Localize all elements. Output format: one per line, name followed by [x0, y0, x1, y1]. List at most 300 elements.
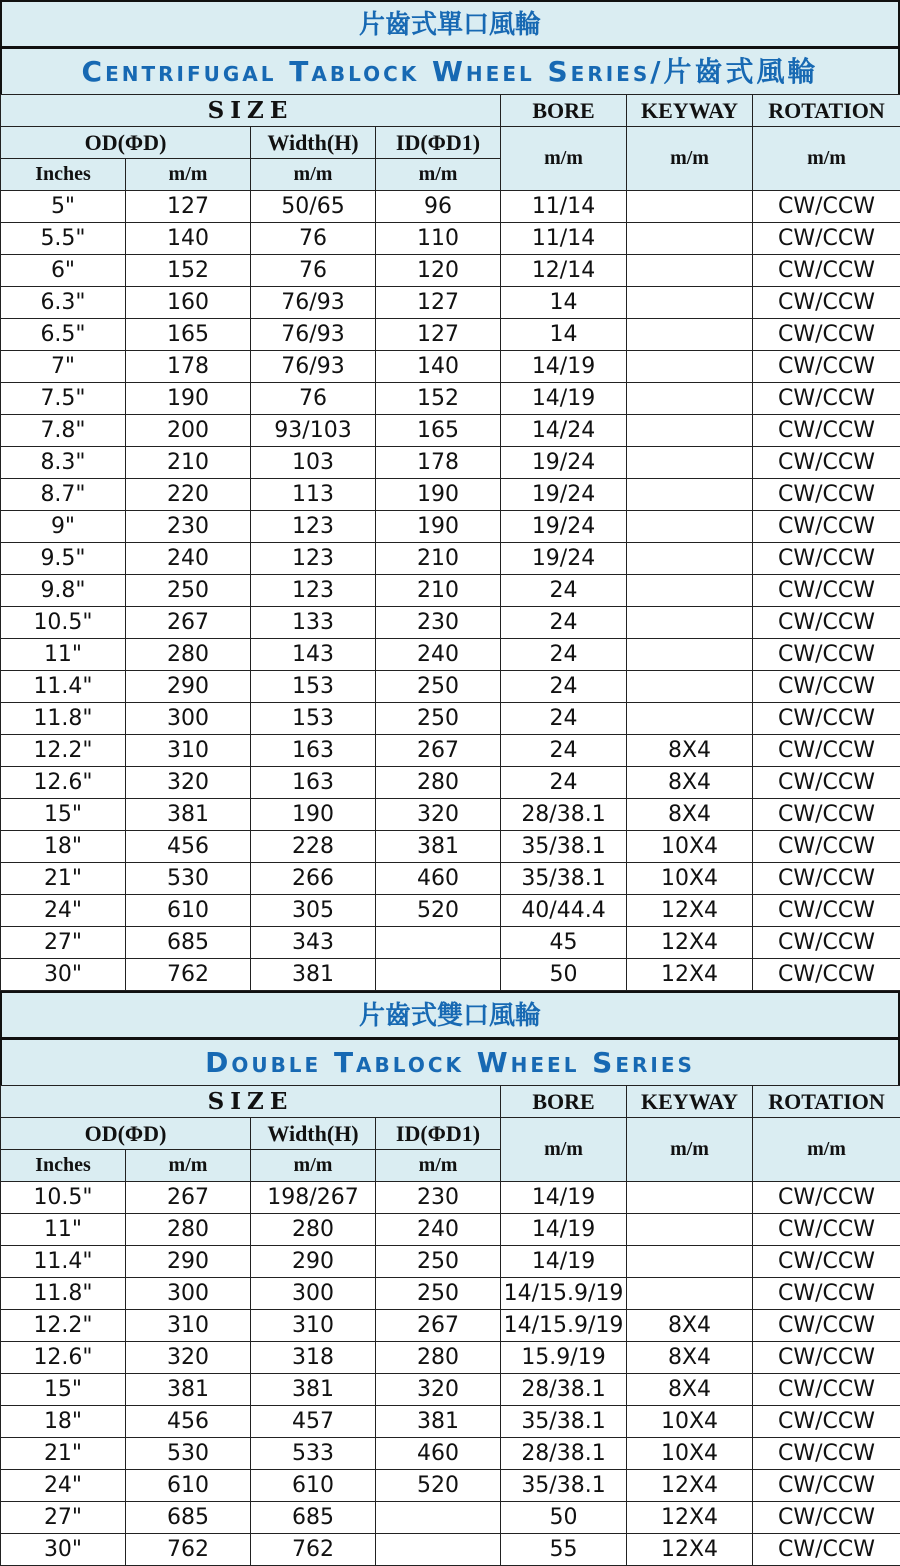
cell-keyway-mm	[627, 1278, 753, 1310]
cell-bore-mm: 24	[501, 767, 627, 799]
cell-bore-mm: 24	[501, 703, 627, 735]
cell-rotation: CW/CCW	[753, 671, 900, 703]
cell-rotation: CW/CCW	[753, 1406, 900, 1438]
cell-od-mm: 300	[126, 1278, 251, 1310]
table-row	[1, 351, 900, 383]
header-bore: BORE	[501, 1086, 627, 1118]
cell-keyway-mm: 8X4	[627, 799, 753, 831]
cell-id-mm: 127	[376, 319, 501, 351]
cell-od-inches: 9.8"	[1, 575, 126, 607]
cell-rotation: CW/CCW	[753, 319, 900, 351]
cell-od-mm: 165	[126, 319, 251, 351]
cell-rotation: CW/CCW	[753, 639, 900, 671]
cell-od-inches: 12.6"	[1, 767, 126, 799]
cell-keyway-mm: 12X4	[627, 895, 753, 927]
table-row	[1, 639, 900, 671]
cell-id-mm: 250	[376, 703, 501, 735]
cell-bore-mm: 24	[501, 735, 627, 767]
cell-rotation: CW/CCW	[753, 1182, 900, 1214]
header-keyway-unit: m/m	[627, 1118, 753, 1182]
cell-od-inches: 15"	[1, 1374, 126, 1406]
cell-bore-mm: 35/38.1	[501, 863, 627, 895]
cell-od-mm: 280	[126, 639, 251, 671]
cell-id-mm: 178	[376, 447, 501, 479]
header-width: Width(H)	[251, 1118, 376, 1150]
header-rotation: ROTATION	[753, 95, 900, 127]
header-id: ID(ΦD1)	[376, 1118, 501, 1150]
cell-keyway-mm: 12X4	[627, 927, 753, 959]
cell-width-mm: 457	[251, 1406, 376, 1438]
cell-id-mm: 520	[376, 1470, 501, 1502]
cell-width-mm: 228	[251, 831, 376, 863]
cell-od-inches: 9.5"	[1, 543, 126, 575]
cell-od-mm: 140	[126, 223, 251, 255]
header-od-mm: m/m	[126, 1150, 251, 1182]
cell-keyway-mm: 8X4	[627, 735, 753, 767]
cell-rotation: CW/CCW	[753, 1246, 900, 1278]
cell-bore-mm: 35/38.1	[501, 1470, 627, 1502]
header-keyway: KEYWAY	[627, 1086, 753, 1118]
cell-id-mm: 240	[376, 1214, 501, 1246]
cell-od-mm: 320	[126, 1342, 251, 1374]
cell-od-mm: 250	[126, 575, 251, 607]
cell-od-mm: 610	[126, 1470, 251, 1502]
cell-width-mm: 93/103	[251, 415, 376, 447]
cell-width-mm: 50/65	[251, 191, 376, 223]
cell-keyway-mm: 8X4	[627, 1342, 753, 1374]
table-row	[1, 959, 900, 991]
cell-od-mm: 190	[126, 383, 251, 415]
cell-width-mm: 190	[251, 799, 376, 831]
cell-od-inches: 24"	[1, 1470, 126, 1502]
header-bore: BORE	[501, 95, 627, 127]
cell-od-inches: 11.4"	[1, 671, 126, 703]
table-row	[1, 415, 900, 447]
cell-width-mm: 76/93	[251, 319, 376, 351]
cell-keyway-mm	[627, 1246, 753, 1278]
cell-bore-mm: 14/19	[501, 383, 627, 415]
cell-bore-mm: 14/19	[501, 1214, 627, 1246]
header-id: ID(ΦD1)	[376, 127, 501, 159]
cell-bore-mm: 19/24	[501, 511, 627, 543]
cell-rotation: CW/CCW	[753, 799, 900, 831]
cell-od-mm: 310	[126, 1310, 251, 1342]
cell-id-mm: 120	[376, 255, 501, 287]
cell-width-mm: 533	[251, 1438, 376, 1470]
cell-width-mm: 300	[251, 1278, 376, 1310]
cell-bore-mm: 24	[501, 607, 627, 639]
cell-od-inches: 7"	[1, 351, 126, 383]
cell-id-mm	[376, 1534, 501, 1566]
table-row	[1, 799, 900, 831]
cell-od-mm: 230	[126, 511, 251, 543]
cell-id-mm: 140	[376, 351, 501, 383]
header-size: SIZE	[1, 1086, 501, 1118]
cell-keyway-mm	[627, 607, 753, 639]
cell-width-mm: 310	[251, 1310, 376, 1342]
table-row	[1, 1438, 900, 1470]
table-row	[1, 543, 900, 575]
cell-od-mm: 200	[126, 415, 251, 447]
cell-bore-mm: 15.9/19	[501, 1342, 627, 1374]
cell-bore-mm: 45	[501, 927, 627, 959]
cell-rotation: CW/CCW	[753, 1278, 900, 1310]
cell-od-mm: 530	[126, 863, 251, 895]
cell-od-mm: 381	[126, 1374, 251, 1406]
cell-keyway-mm	[627, 351, 753, 383]
cell-bore-mm: 55	[501, 1534, 627, 1566]
cell-keyway-mm: 10X4	[627, 831, 753, 863]
table-row	[1, 1246, 900, 1278]
table-row	[1, 255, 900, 287]
cell-keyway-mm: 10X4	[627, 863, 753, 895]
cell-keyway-mm	[627, 415, 753, 447]
cell-rotation: CW/CCW	[753, 831, 900, 863]
cell-keyway-mm	[627, 639, 753, 671]
table-row	[1, 607, 900, 639]
cell-width-mm: 290	[251, 1246, 376, 1278]
cell-id-mm: 152	[376, 383, 501, 415]
section-title-chinese: 片齒式雙口風輪	[0, 991, 900, 1037]
cell-od-mm: 267	[126, 1182, 251, 1214]
cell-od-mm: 456	[126, 1406, 251, 1438]
cell-rotation: CW/CCW	[753, 255, 900, 287]
cell-od-mm: 300	[126, 703, 251, 735]
table-row	[1, 671, 900, 703]
cell-od-inches: 7.8"	[1, 415, 126, 447]
table-row	[1, 735, 900, 767]
header-width: Width(H)	[251, 127, 376, 159]
cell-od-inches: 6.3"	[1, 287, 126, 319]
cell-keyway-mm	[627, 383, 753, 415]
cell-od-inches: 30"	[1, 1534, 126, 1566]
cell-width-mm: 343	[251, 927, 376, 959]
cell-rotation: CW/CCW	[753, 1470, 900, 1502]
cell-rotation: CW/CCW	[753, 1310, 900, 1342]
cell-width-mm: 610	[251, 1470, 376, 1502]
table-row	[1, 927, 900, 959]
header-od: OD(ΦD)	[1, 127, 251, 159]
cell-bore-mm: 24	[501, 575, 627, 607]
cell-id-mm: 210	[376, 575, 501, 607]
cell-od-mm: 381	[126, 799, 251, 831]
cell-width-mm: 153	[251, 671, 376, 703]
table-row	[1, 895, 900, 927]
cell-width-mm: 123	[251, 575, 376, 607]
cell-id-mm: 280	[376, 767, 501, 799]
cell-od-mm: 220	[126, 479, 251, 511]
cell-width-mm: 143	[251, 639, 376, 671]
cell-width-mm: 280	[251, 1214, 376, 1246]
cell-od-inches: 9"	[1, 511, 126, 543]
cell-keyway-mm	[627, 223, 753, 255]
cell-od-mm: 762	[126, 1534, 251, 1566]
cell-id-mm: 110	[376, 223, 501, 255]
cell-od-inches: 10.5"	[1, 607, 126, 639]
table-row	[1, 863, 900, 895]
header-width-unit: m/m	[251, 1150, 376, 1182]
cell-od-inches: 12.2"	[1, 1310, 126, 1342]
cell-keyway-mm: 8X4	[627, 1374, 753, 1406]
cell-id-mm: 127	[376, 287, 501, 319]
table-row	[1, 1534, 900, 1566]
cell-bore-mm: 24	[501, 671, 627, 703]
cell-width-mm: 76	[251, 383, 376, 415]
cell-keyway-mm: 12X4	[627, 1470, 753, 1502]
cell-bore-mm: 28/38.1	[501, 1374, 627, 1406]
cell-width-mm: 76/93	[251, 287, 376, 319]
cell-width-mm: 318	[251, 1342, 376, 1374]
cell-id-mm: 250	[376, 1278, 501, 1310]
double-tablock-section	[0, 991, 900, 1566]
cell-width-mm: 133	[251, 607, 376, 639]
table-row	[1, 1502, 900, 1534]
table-row	[1, 767, 900, 799]
table-row	[1, 1342, 900, 1374]
table-row	[1, 447, 900, 479]
cell-rotation: CW/CCW	[753, 1214, 900, 1246]
cell-rotation: CW/CCW	[753, 383, 900, 415]
table-row	[1, 319, 900, 351]
cell-od-inches: 30"	[1, 959, 126, 991]
table-row	[1, 511, 900, 543]
cell-width-mm: 123	[251, 543, 376, 575]
header-id-unit: m/m	[376, 159, 501, 191]
header-od-mm: m/m	[126, 159, 251, 191]
section-title-english: Centrifugal Tablock Wheel Series/片齒式風輪	[0, 46, 900, 94]
cell-rotation: CW/CCW	[753, 575, 900, 607]
cell-width-mm: 381	[251, 1374, 376, 1406]
cell-od-inches: 27"	[1, 1502, 126, 1534]
cell-od-inches: 5"	[1, 191, 126, 223]
cell-od-mm: 530	[126, 1438, 251, 1470]
cell-bore-mm: 50	[501, 1502, 627, 1534]
cell-keyway-mm	[627, 191, 753, 223]
cell-id-mm: 267	[376, 735, 501, 767]
cell-keyway-mm: 12X4	[627, 1534, 753, 1566]
cell-keyway-mm	[627, 255, 753, 287]
cell-od-mm: 290	[126, 671, 251, 703]
cell-keyway-mm	[627, 479, 753, 511]
header-keyway: KEYWAY	[627, 95, 753, 127]
cell-id-mm: 460	[376, 863, 501, 895]
cell-keyway-mm	[627, 287, 753, 319]
cell-id-mm	[376, 927, 501, 959]
header-size: SIZE	[1, 95, 501, 127]
cell-rotation: CW/CCW	[753, 1438, 900, 1470]
table-row	[1, 223, 900, 255]
cell-bore-mm: 14	[501, 319, 627, 351]
cell-od-inches: 11"	[1, 1214, 126, 1246]
cell-od-mm: 685	[126, 927, 251, 959]
cell-id-mm: 320	[376, 799, 501, 831]
cell-rotation: CW/CCW	[753, 735, 900, 767]
cell-width-mm: 76	[251, 255, 376, 287]
header-bore-unit: m/m	[501, 1118, 627, 1182]
cell-rotation: CW/CCW	[753, 1342, 900, 1374]
cell-width-mm: 76/93	[251, 351, 376, 383]
cell-rotation: CW/CCW	[753, 703, 900, 735]
cell-od-mm: 610	[126, 895, 251, 927]
cell-od-inches: 21"	[1, 863, 126, 895]
cell-width-mm: 153	[251, 703, 376, 735]
cell-bore-mm: 35/38.1	[501, 831, 627, 863]
cell-od-inches: 27"	[1, 927, 126, 959]
table-row	[1, 1278, 900, 1310]
cell-od-mm: 310	[126, 735, 251, 767]
cell-od-mm: 280	[126, 1214, 251, 1246]
cell-rotation: CW/CCW	[753, 287, 900, 319]
cell-rotation: CW/CCW	[753, 191, 900, 223]
cell-od-mm: 320	[126, 767, 251, 799]
cell-od-inches: 8.7"	[1, 479, 126, 511]
cell-bore-mm: 11/14	[501, 191, 627, 223]
table-row	[1, 479, 900, 511]
cell-keyway-mm: 10X4	[627, 1438, 753, 1470]
header-od-inches: Inches	[1, 159, 126, 191]
cell-id-mm: 381	[376, 831, 501, 863]
header-rotation-unit: m/m	[753, 1118, 900, 1182]
cell-od-inches: 11.8"	[1, 1278, 126, 1310]
header-rotation-unit: m/m	[753, 127, 900, 191]
section-title-chinese: 片齒式單口風輪	[0, 0, 900, 46]
cell-od-inches: 11"	[1, 639, 126, 671]
cell-id-mm: 320	[376, 1374, 501, 1406]
cell-bore-mm: 19/24	[501, 447, 627, 479]
cell-bore-mm: 28/38.1	[501, 1438, 627, 1470]
cell-keyway-mm	[627, 671, 753, 703]
header-id-unit: m/m	[376, 1150, 501, 1182]
cell-rotation: CW/CCW	[753, 1502, 900, 1534]
cell-od-mm: 240	[126, 543, 251, 575]
cell-rotation: CW/CCW	[753, 607, 900, 639]
cell-keyway-mm	[627, 1214, 753, 1246]
cell-id-mm: 460	[376, 1438, 501, 1470]
cell-keyway-mm: 12X4	[627, 959, 753, 991]
table-row	[1, 191, 900, 223]
cell-bore-mm: 19/24	[501, 543, 627, 575]
cell-keyway-mm	[627, 543, 753, 575]
cell-keyway-mm: 8X4	[627, 1310, 753, 1342]
cell-rotation: CW/CCW	[753, 543, 900, 575]
header-od: OD(ΦD)	[1, 1118, 251, 1150]
cell-od-inches: 10.5"	[1, 1182, 126, 1214]
cell-id-mm: 250	[376, 1246, 501, 1278]
cell-bore-mm: 14	[501, 287, 627, 319]
cell-width-mm: 163	[251, 767, 376, 799]
header-od-inches: Inches	[1, 1150, 126, 1182]
cell-id-mm: 190	[376, 511, 501, 543]
cell-od-inches: 8.3"	[1, 447, 126, 479]
cell-rotation: CW/CCW	[753, 351, 900, 383]
cell-width-mm: 123	[251, 511, 376, 543]
cell-id-mm	[376, 1502, 501, 1534]
cell-id-mm: 267	[376, 1310, 501, 1342]
cell-rotation: CW/CCW	[753, 479, 900, 511]
cell-od-mm: 290	[126, 1246, 251, 1278]
cell-bore-mm: 40/44.4	[501, 895, 627, 927]
cell-bore-mm: 14/19	[501, 351, 627, 383]
cell-bore-mm: 12/14	[501, 255, 627, 287]
cell-od-inches: 11.8"	[1, 703, 126, 735]
cell-keyway-mm: 12X4	[627, 1502, 753, 1534]
cell-id-mm: 240	[376, 639, 501, 671]
cell-keyway-mm	[627, 1182, 753, 1214]
cell-width-mm: 762	[251, 1534, 376, 1566]
cell-od-mm: 127	[126, 191, 251, 223]
cell-id-mm	[376, 959, 501, 991]
cell-width-mm: 198/267	[251, 1182, 376, 1214]
cell-rotation: CW/CCW	[753, 223, 900, 255]
cell-od-mm: 178	[126, 351, 251, 383]
table-row	[1, 383, 900, 415]
table-row	[1, 1182, 900, 1214]
cell-od-inches: 5.5"	[1, 223, 126, 255]
section-title-english: Double Tablock Wheel Series	[0, 1037, 900, 1085]
cell-width-mm: 266	[251, 863, 376, 895]
cell-rotation: CW/CCW	[753, 511, 900, 543]
cell-bore-mm: 14/24	[501, 415, 627, 447]
cell-od-mm: 685	[126, 1502, 251, 1534]
spec-table	[0, 1085, 900, 1566]
cell-od-inches: 24"	[1, 895, 126, 927]
cell-id-mm: 190	[376, 479, 501, 511]
cell-rotation: CW/CCW	[753, 927, 900, 959]
table-row	[1, 575, 900, 607]
cell-id-mm: 230	[376, 1182, 501, 1214]
cell-width-mm: 685	[251, 1502, 376, 1534]
header-keyway-unit: m/m	[627, 127, 753, 191]
cell-id-mm: 381	[376, 1406, 501, 1438]
cell-rotation: CW/CCW	[753, 1374, 900, 1406]
cell-width-mm: 103	[251, 447, 376, 479]
spec-table	[0, 94, 900, 991]
cell-id-mm: 520	[376, 895, 501, 927]
cell-od-inches: 18"	[1, 1406, 126, 1438]
table-row	[1, 1406, 900, 1438]
cell-bore-mm: 28/38.1	[501, 799, 627, 831]
cell-bore-mm: 14/19	[501, 1182, 627, 1214]
cell-width-mm: 305	[251, 895, 376, 927]
cell-od-inches: 12.6"	[1, 1342, 126, 1374]
cell-od-inches: 15"	[1, 799, 126, 831]
cell-id-mm: 230	[376, 607, 501, 639]
table-row	[1, 831, 900, 863]
cell-keyway-mm	[627, 511, 753, 543]
cell-bore-mm: 14/15.9/19	[501, 1310, 627, 1342]
cell-id-mm: 165	[376, 415, 501, 447]
cell-width-mm: 113	[251, 479, 376, 511]
cell-bore-mm: 14/15.9/19	[501, 1278, 627, 1310]
cell-keyway-mm	[627, 703, 753, 735]
cell-id-mm: 250	[376, 671, 501, 703]
cell-od-inches: 18"	[1, 831, 126, 863]
header-rotation: ROTATION	[753, 1086, 900, 1118]
cell-rotation: CW/CCW	[753, 895, 900, 927]
table-row	[1, 1214, 900, 1246]
cell-bore-mm: 19/24	[501, 479, 627, 511]
header-width-unit: m/m	[251, 159, 376, 191]
cell-bore-mm: 50	[501, 959, 627, 991]
cell-rotation: CW/CCW	[753, 415, 900, 447]
cell-od-mm: 456	[126, 831, 251, 863]
header-bore-unit: m/m	[501, 127, 627, 191]
cell-rotation: CW/CCW	[753, 767, 900, 799]
cell-bore-mm: 35/38.1	[501, 1406, 627, 1438]
cell-keyway-mm	[627, 447, 753, 479]
table-row	[1, 1374, 900, 1406]
cell-keyway-mm: 8X4	[627, 767, 753, 799]
